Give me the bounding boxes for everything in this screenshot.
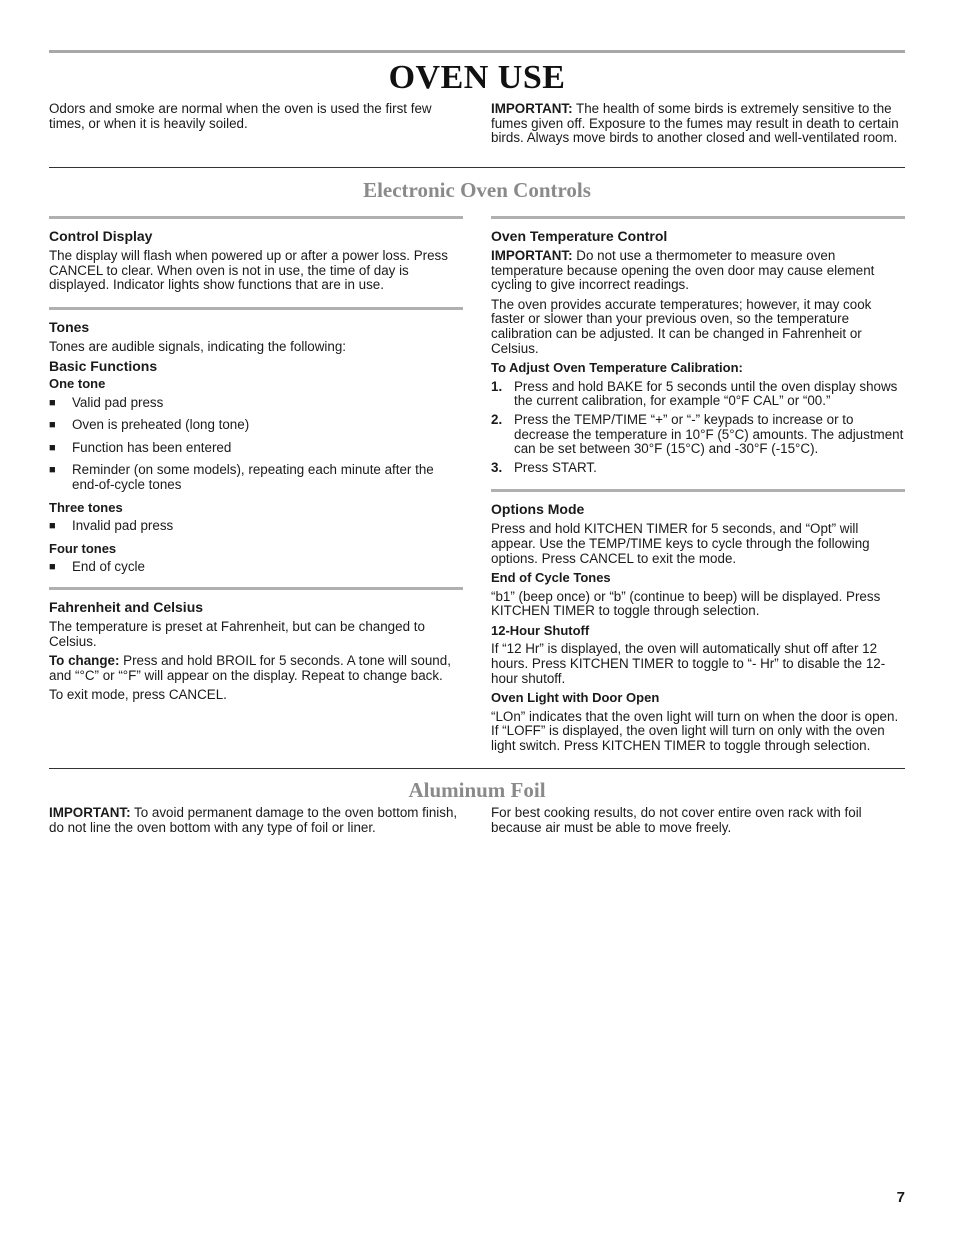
- top-rule: [49, 50, 905, 53]
- oven-light-text: “LOn” indicates that the oven light will turn on when the door is open. If “LOFF” is displayed, the oven light will turn on only with the oven light switch. Press KITCHEN TIMER to toggle through selection.: [491, 708, 899, 754]
- eoc-tones-title: End of Cycle Tones: [491, 570, 611, 586]
- oven-light-title: Oven Light with Door Open: [491, 690, 660, 706]
- options-text: Press and hold KITCHEN TIMER for 5 seconds, and “Opt” will appear. Use the TEMP/TIME keys to cycle through the following options. Press CANCEL to exit the mode.: [491, 521, 870, 566]
- step-number: 3.: [491, 459, 503, 475]
- temp-control-rule: [491, 216, 905, 219]
- calibration-text: The oven provides accurate temperatures; however, it may cook faster or slower than your previous oven, so the temperature calibration can be adjusted. It can be changed in Fahrenheit or Celsius.: [491, 296, 872, 356]
- step-text: Press the TEMP/TIME “+” or “-” keypads to increase or to decrease the temperature in 10°F (5°C) amounts. The adjustment can be set between 30°F (15°C) and -30°F (-15°C).: [514, 411, 904, 457]
- section-rule: [49, 167, 905, 168]
- birds-warning-text: The health of some birds is extremely sensitive to the fumes given off. Exposure to the fumes may result in death to certain birds. Always move birds to another closed and well-ventilated room.: [491, 101, 899, 146]
- foil-rule: [49, 768, 905, 769]
- basic-functions-title: Basic Functions: [49, 358, 158, 375]
- page-number: 7: [896, 1189, 905, 1206]
- to-change-text: [49, 654, 463, 683]
- fahrenheit-section: [49, 599, 463, 703]
- options-title: Options Mode: [491, 501, 585, 518]
- options-rule: [491, 489, 905, 492]
- tones-text: Tones are audible signals, indicating the following:: [49, 338, 347, 354]
- intro-left: [49, 102, 463, 136]
- fahrenheit-text: The temperature is preset at Fahrenheit, but can be changed to Celsius.: [49, 618, 425, 649]
- shutoff-title: 12-Hour Shutoff: [491, 622, 590, 638]
- control-display-title: Control Display: [49, 228, 153, 244]
- electronic-left-column: [49, 216, 463, 715]
- foil-right: [491, 806, 905, 840]
- calibration-steps: [491, 380, 905, 476]
- list-item: [491, 461, 905, 476]
- foil-warning: [49, 806, 463, 835]
- eoc-tones-text: “b1” (beep once) or “b” (continue to beep) will be displayed. Press KITCHEN TIMER to toggle through selection.: [491, 588, 881, 619]
- four-tones-title: Four tones: [49, 540, 117, 556]
- tones-title: Tones: [49, 318, 90, 335]
- intro-right: [491, 102, 905, 151]
- one-tone-title: One tone: [49, 375, 106, 391]
- list-item: [491, 380, 905, 409]
- three-tones-title: Three tones: [49, 499, 123, 515]
- control-display-rule: [49, 216, 463, 219]
- list-item: ■ Function has been entered: [49, 441, 463, 456]
- shutoff-text: If “12 Hr” is displayed, the oven will automatically shut off after 12 hours. Press KITCHEN TIMER to toggle to “- Hr” to disable the 12-hour shutoff.: [491, 641, 886, 686]
- foil-tip-text: For best cooking results, do not cover entire oven rack with foil because air must be able to move freely.: [491, 805, 862, 835]
- electronic-heading: Electronic Oven Controls: [363, 178, 591, 202]
- three-tones-list: [49, 519, 463, 534]
- tones-rule: [49, 307, 463, 310]
- thermometer-warning: [491, 249, 905, 293]
- page-title: OVEN USE: [388, 59, 566, 96]
- foil-warning-text: To avoid permanent damage to the oven bottom finish, do not line the oven bottom with any type of foil or liner.: [49, 805, 458, 835]
- step-text: Press START.: [514, 459, 597, 475]
- four-tones-list: [49, 560, 463, 575]
- step-text: Press and hold BAKE for 5 seconds until the oven display shows the current calibration, for example “0°F CAL” or “00.”: [514, 378, 898, 409]
- foil-left: [49, 806, 463, 840]
- important-label: IMPORTANT:: [491, 248, 573, 263]
- fahrenheit-rule: [49, 587, 463, 590]
- adjust-calibration-title: To Adjust Oven Temperature Calibration:: [491, 360, 743, 376]
- step-number: 1.: [491, 378, 503, 394]
- temp-control-title: Oven Temperature Control: [491, 228, 668, 244]
- list-item: ■ End of cycle: [49, 560, 463, 575]
- list-item: ■ Valid pad press: [49, 396, 463, 411]
- birds-warning: [491, 102, 905, 146]
- options-section: [491, 501, 905, 753]
- to-change-body: Press and hold BROIL for 5 seconds. A tone will sound, and “°C” or “°F” will appear on the display. Repeat to change back.: [49, 653, 451, 683]
- list-item: ■ Oven is preheated (long tone): [49, 418, 463, 433]
- list-item: ■ Invalid pad press: [49, 519, 463, 534]
- foil-heading: Aluminum Foil: [408, 778, 546, 802]
- control-display-section: [49, 228, 463, 293]
- intro-left-text: Odors and smoke are normal when the oven is used the first few times, or when it is heavily soiled.: [49, 101, 432, 131]
- important-label: IMPORTANT:: [49, 805, 131, 820]
- list-item: [491, 413, 905, 457]
- temp-control-section: [491, 228, 905, 475]
- exit-mode-text: To exit mode, press CANCEL.: [49, 687, 227, 703]
- step-number: 2.: [491, 411, 503, 427]
- fahrenheit-title: Fahrenheit and Celsius: [49, 598, 204, 615]
- control-display-text: The display will flash when powered up or after a power loss. Press CANCEL to clear. When oven is not in use, the time of day is displayed. Indicator lights show functions that are in use.: [49, 248, 448, 293]
- important-label: IMPORTANT:: [491, 101, 573, 116]
- electronic-right-column: [491, 216, 905, 766]
- thermometer-warning-text: Do not use a thermometer to measure oven temperature because opening the oven door may cause element cycling to give incorrect readings.: [491, 248, 875, 293]
- to-change-label: To change:: [49, 653, 120, 669]
- one-tone-list: [49, 396, 463, 493]
- tones-section: [49, 319, 463, 575]
- list-item: ■ Reminder (on some models), repeating each minute after the end-of-cycle tones: [49, 463, 463, 492]
